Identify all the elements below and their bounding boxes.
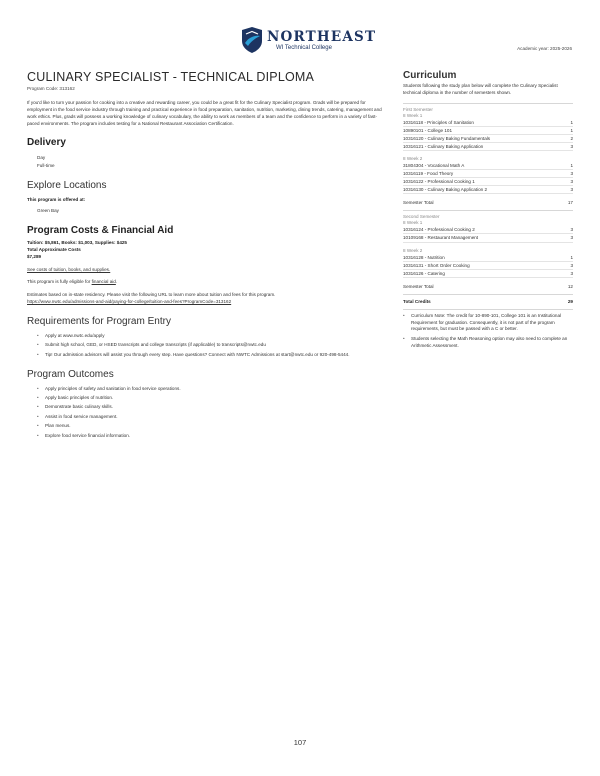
course-name: 10316122 - Professional Cooking 1 [403, 179, 475, 185]
locations-heading: Explore Locations [27, 180, 107, 192]
course-name: 10316126 - Catering [403, 270, 445, 276]
divider [403, 210, 573, 211]
course-row [403, 270, 573, 278]
tuition-url-link[interactable]: https://www.nwtc.edu/admissions-and-aid/paying-for-college/tuition-and-fees?ProgramCode=313162 [27, 298, 232, 304]
course-name: 10316120 - Culinary Baking Fundamentals [403, 135, 491, 141]
logo-wordmark: NORTHEAST [267, 29, 377, 45]
semester-total-label: Semester Total [403, 200, 434, 206]
curriculum-note: • Curriculum Note: The credit for 10-890-101, College 101 is an Institutional Requirement for graduation. Consequently, it is not part of the program requirements, but must be passed with a C or better. [403, 313, 573, 333]
course-row [403, 127, 573, 135]
total-credits-row [403, 298, 573, 306]
semester-total-row [403, 199, 573, 207]
course-name: 10316130 - Culinary Baking Application 2 [403, 187, 488, 193]
curriculum-notes [403, 313, 573, 350]
week-label: 8 Week 2 [403, 155, 423, 161]
course-credits: 1 [570, 119, 573, 125]
outcomes-list [27, 386, 382, 440]
curriculum-intro: Students following the study plan below will complete the Culinary Specialist technical diploma in the number of semesters shown. [403, 83, 558, 95]
course-name: 10890101 - College 101 [403, 127, 453, 133]
course-row [403, 162, 573, 170]
course-name: 10316128 - Nutrition [403, 254, 445, 260]
location-item: Green Bay [37, 208, 59, 214]
requirements-heading: Requirements for Program Entry [27, 315, 171, 327]
course-row [403, 178, 573, 186]
program-title: CULINARY SPECIALIST - TECHNICAL DIPLOMA [27, 70, 315, 84]
program-intro: If you'd like to turn your passion for cooking into a creative and rewarding career, you could be a great fit for the Culinary Specialist program. Grads will be prepared for employment in the food service industry through training and practical experience in food preparation, sanitation, nutrition, marketing, dining trends, catering, management and work ethics. Plus, grads will possess a working knowledge of culinary vocabulary, the ability to work as members of a team and the confidence to perform in a variety of fast-paced environments. The program includes testing for a National Restaurant Association Certification. [27, 100, 382, 127]
outcome-item: • Apply basic principles of nutrition. [37, 395, 382, 402]
total-credits-label: Total Credits [403, 298, 431, 304]
total-costs-label: Total Approximate Costs [27, 246, 81, 252]
course-row [403, 226, 573, 234]
outcome-item: • Explore food service financial information. [37, 433, 382, 440]
course-name: 10316119 - Food Theory [403, 171, 454, 177]
outcome-item: • Plan menus. [37, 423, 382, 430]
semester-total-value: 17 [567, 200, 573, 206]
course-credits: 3 [570, 179, 573, 185]
financial-aid-link[interactable]: financial aid [91, 279, 116, 285]
week-label: 8 Week 1 [403, 112, 423, 118]
course-row [403, 170, 573, 178]
course-row [403, 143, 573, 151]
course-row [403, 254, 573, 262]
requirement-item: • Tip! Our admission advisors will assist you through every step. Have questions? Connect with NWTC Admissions at start@nwtc.edu or 920-498-5444. [37, 352, 382, 359]
aid-suffix: . [115, 279, 118, 285]
total-credits-value: 29 [567, 298, 573, 304]
outcome-item: • Apply principles of safety and sanitation in food service operations. [37, 386, 382, 393]
course-credits: 3 [570, 235, 573, 241]
course-credits: 1 [570, 162, 573, 168]
semester-total-row [403, 283, 573, 291]
course-credits: 3 [570, 227, 573, 233]
course-name: 31804304 - Vocational Math A [403, 162, 465, 168]
costs-heading: Program Costs & Financial Aid [27, 225, 174, 237]
curriculum-note: • Students selecting the Math Reasoning option may also need to complete an Arithmetic Assessment. [403, 336, 573, 350]
logo-subtitle: WI Technical College [276, 45, 332, 51]
course-credits: 2 [570, 135, 573, 141]
semester-label: Second Semester [403, 214, 440, 220]
program-code: Program Code: 313162 [27, 86, 75, 91]
total-costs-value: $7,289 [27, 253, 42, 259]
curriculum-heading: Curriculum [403, 70, 457, 81]
locations-offered-label: This program is offered at: [27, 197, 86, 203]
semester-block [403, 107, 573, 208]
curriculum-column [403, 70, 573, 352]
college-logo-mark [240, 26, 264, 54]
course-credits: 3 [570, 187, 573, 193]
page-header [0, 0, 600, 60]
outcome-item: • Assist in food service management. [37, 414, 382, 421]
estimate-text: Estimates based on in-state residency. Please visit the following URL to learn more about tuition and fees for this program. [27, 292, 276, 298]
outcomes-heading: Program Outcomes [27, 368, 114, 380]
divider [403, 309, 573, 310]
course-row [403, 119, 573, 127]
course-row [403, 262, 573, 270]
course-row [403, 234, 573, 242]
divider [403, 103, 573, 104]
program-details-column [27, 70, 382, 442]
course-row [403, 135, 573, 143]
aid-prefix: This program is fully eligible for [27, 279, 92, 285]
college-logo [240, 26, 377, 54]
requirement-item: • Submit high school, GED, or HSED transcripts and college transcripts (if applicable) to transcripts@nwtc.edu [37, 342, 382, 349]
tuition-line: Tuition: $5,861, Books: $1,003, Supplies: $425 [27, 240, 127, 246]
course-credits: 3 [570, 270, 573, 276]
semester-label: First Semester [403, 106, 433, 112]
course-name: 10109168 - Restaurant Management [403, 235, 479, 241]
page-number: 107 [293, 738, 307, 747]
academic-year: Academic year: 2025-2026 [517, 46, 572, 51]
course-credits: 3 [570, 171, 573, 177]
semester-total-label: Semester Total [403, 283, 434, 289]
course-credits: 3 [570, 143, 573, 149]
week-label: 8 Week 2 [403, 247, 423, 253]
week-label: 8 Week 1 [403, 220, 423, 226]
see-costs-link[interactable]: See costs of tuition, books, and supplies. [27, 266, 111, 272]
course-credits: 1 [570, 254, 573, 260]
course-credits: 1 [570, 127, 573, 133]
delivery-item: Full-time [37, 163, 55, 169]
requirements-list [27, 333, 382, 359]
course-name: 10316131 - Short Order Cooking [403, 262, 470, 268]
delivery-list [27, 154, 382, 170]
semester-block [403, 214, 573, 290]
delivery-item: Day [37, 155, 46, 161]
requirement-item: • Apply at www.nwtc.edu/apply [37, 333, 382, 340]
course-name: 10316124 - Professional Cooking 2 [403, 227, 475, 233]
financial-aid-line [27, 279, 382, 286]
outcome-item: • Demonstrate basic culinary skills. [37, 404, 382, 411]
course-credits: 3 [570, 262, 573, 268]
course-name: 10316121 - Culinary Baking Application [403, 143, 484, 149]
divider [403, 294, 573, 295]
course-name: 10316118 - Principles of Sanitation [403, 119, 474, 125]
delivery-heading: Delivery [27, 137, 66, 149]
course-row [403, 186, 573, 194]
semester-total-value: 12 [567, 283, 573, 289]
locations-list [27, 207, 382, 215]
